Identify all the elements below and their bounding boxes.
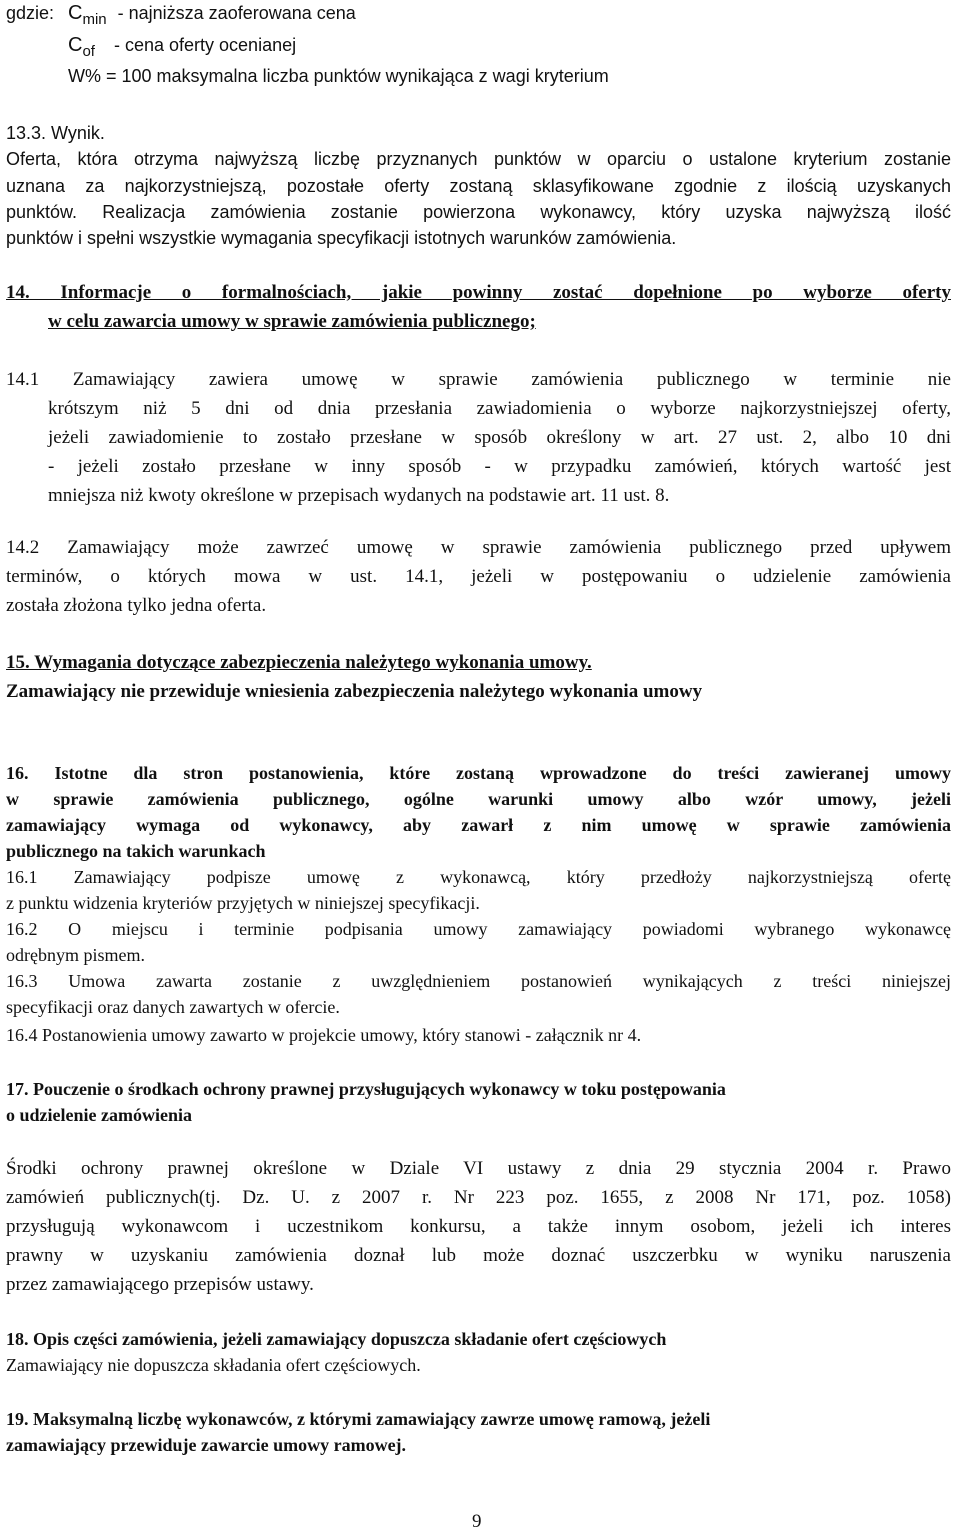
section-15-text: Zamawiający nie przewiduje wniesienia zabezpieczenia należytego wykonania umowy: [6, 681, 703, 702]
section-17-body-line-1: Środki ochrony prawnej określone w Dziale VI ustawy z dnia 29 stycznia 2004 r. Prawo: [6, 1158, 951, 1179]
section-13-3-heading: 13.3. Wynik.: [6, 123, 105, 143]
section-18-text: Zamawiający nie dopuszcza składania ofert częściowych.: [6, 1355, 421, 1375]
section-16-heading-line-3: zamawiający wymaga od wykonawcy, aby zawarł z nim umowę w sprawie zamówienia: [6, 815, 951, 835]
section-14-heading-line-2: w celu zawarcia umowy w sprawie zamówienia publicznego;: [48, 311, 536, 332]
section-17-body-line-3: przysługują wykonawcom i uczestnikom konkursu, a także innym osobom, jeżeli ich interes: [6, 1216, 951, 1237]
paragraph-14-1-line-1: 14.1 Zamawiający zawiera umowę w sprawie zamówienia publicznego w terminie nie: [6, 369, 951, 390]
section-16-heading-line-2: w sprawie zamówienia publicznego, ogólne warunki umowy albo wzór umowy, jeżeli: [6, 789, 951, 809]
paragraph-14-1-line-5: mniejsza niż kwoty określone w przepisach wydanych na podstawie art. 11 ust. 8.: [48, 485, 670, 506]
paragraph-14-1-line-2: krótszym niż 5 dni od dnia przesłania zawiadomienia o wyborze najkorzystniejszej oferty,: [48, 398, 951, 419]
paragraph-16-1-line-2: z punktu widzenia kryteriów przyjętych w niniejszej specyfikacji.: [6, 893, 480, 913]
paragraph-16-3-line-2: specyfikacji oraz danych zawartych w ofercie.: [6, 997, 340, 1017]
section-16-heading-line-1: 16. Istotne dla stron postanowienia, które zostaną wprowadzone do treści zawieranej umowy: [6, 763, 951, 783]
section-13-3-line-2: uznana za najkorzystniejszą, pozostałe oferty zostaną sklasyfikowane zgodnie z ilością uzyskanych: [6, 176, 951, 196]
page-number: 9: [472, 1511, 482, 1532]
section-19-heading-line-2: zamawiający przewiduje zawarcie umowy ramowej.: [6, 1435, 407, 1455]
paragraph-14-1-line-4: - jeżeli zostało przesłane w inny sposób - w przypadku zamówień, których wartość jest: [48, 456, 951, 477]
section-16-heading-line-4: publicznego na takich warunkach: [6, 841, 266, 861]
paragraph-16-2-line-1: 16.2 O miejscu i terminie podpisania umowy zamawiający powiadomi wybranego wykonawcę: [6, 919, 951, 939]
section-19-heading-line-1: 19. Maksymalną liczbę wykonawców, z którymi zamawiający zawrze umowę ramową, jeżeli: [6, 1409, 711, 1429]
paragraph-14-2-line-2: terminów, o których mowa w ust. 14.1, jeżeli w postępowaniu o udzielenie zamówienia: [6, 566, 951, 587]
definitions-label: gdzie:: [6, 3, 55, 23]
paragraph-14-2-line-1: 14.2 Zamawiający może zawrzeć umowę w sprawie zamówienia publicznego przed upływem: [6, 537, 951, 558]
paragraph-16-4-line-1: 16.4 Postanowienia umowy zawarto w projekcie umowy, który stanowi - załącznik nr 4.: [6, 1025, 642, 1045]
section-17-heading-line-1: 17. Pouczenie o środkach ochrony prawnej przysługujących wykonawcy w toku postępowania: [6, 1079, 726, 1099]
definition-w: W% = 100 maksymalna liczba punktów wynikająca z wagi kryterium: [68, 66, 609, 86]
paragraph-16-3-line-1: 16.3 Umowa zawarta zostanie z uwzględnieniem postanowień wynikających z treści niniejszej: [6, 971, 951, 991]
section-17-body-line-5: przez zamawiającego przepisów ustawy.: [6, 1274, 314, 1295]
section-13-3-line-3: punktów. Realizacja zamówienia zostanie powierzona wykonawcy, który uzyska najwyższą ilość: [6, 202, 951, 222]
paragraph-14-1-line-3: jeżeli zawiadomienie to zostało przesłane w sposób określony w art. 27 ust. 2, albo 10 dni: [48, 427, 951, 448]
section-18-heading: 18. Opis części zamówienia, jeżeli zamawiający dopuszcza składanie ofert częściowych: [6, 1329, 667, 1349]
definition-cmin: $C_{min}$ - najniższa zaoferowana cena: [68, 2, 356, 28]
paragraph-14-2-line-3: została złożona tylko jedna oferta.: [6, 595, 267, 616]
section-17-body-line-2: zamówień publicznych(tj. Dz. U. z 2007 r. Nr 223 poz. 1655, z 2008 Nr 171, poz. 1058): [6, 1187, 951, 1208]
definition-cof: $C_{of}$ - cena oferty ocenianej: [68, 34, 297, 60]
section-14-heading-line-1: 14. Informacje o formalnościach, jakie powinny zostać dopełnione po wyborze oferty: [6, 282, 951, 303]
section-17-heading-line-2: o udzielenie zamówienia: [6, 1105, 192, 1125]
section-13-3-line-4: punktów i spełni wszystkie wymagania specyfikacji istotnych warunków zamówienia.: [6, 228, 677, 248]
section-15-heading: 15. Wymagania dotyczące zabezpieczenia należytego wykonania umowy.: [6, 652, 592, 673]
paragraph-16-1-line-1: 16.1 Zamawiający podpisze umowę z wykonawcą, który przedłoży najkorzystniejszą ofertę: [6, 867, 951, 887]
paragraph-16-2-line-2: odrębnym pismem.: [6, 945, 145, 965]
section-17-body-line-4: prawny w uzyskaniu zamówienia doznał lub może doznać uszczerbku w wyniku naruszenia: [6, 1245, 951, 1266]
section-13-3-line-1: Oferta, która otrzyma najwyższą liczbę przyznanych punktów w oparciu o ustalone kryterium zostanie: [6, 149, 951, 169]
